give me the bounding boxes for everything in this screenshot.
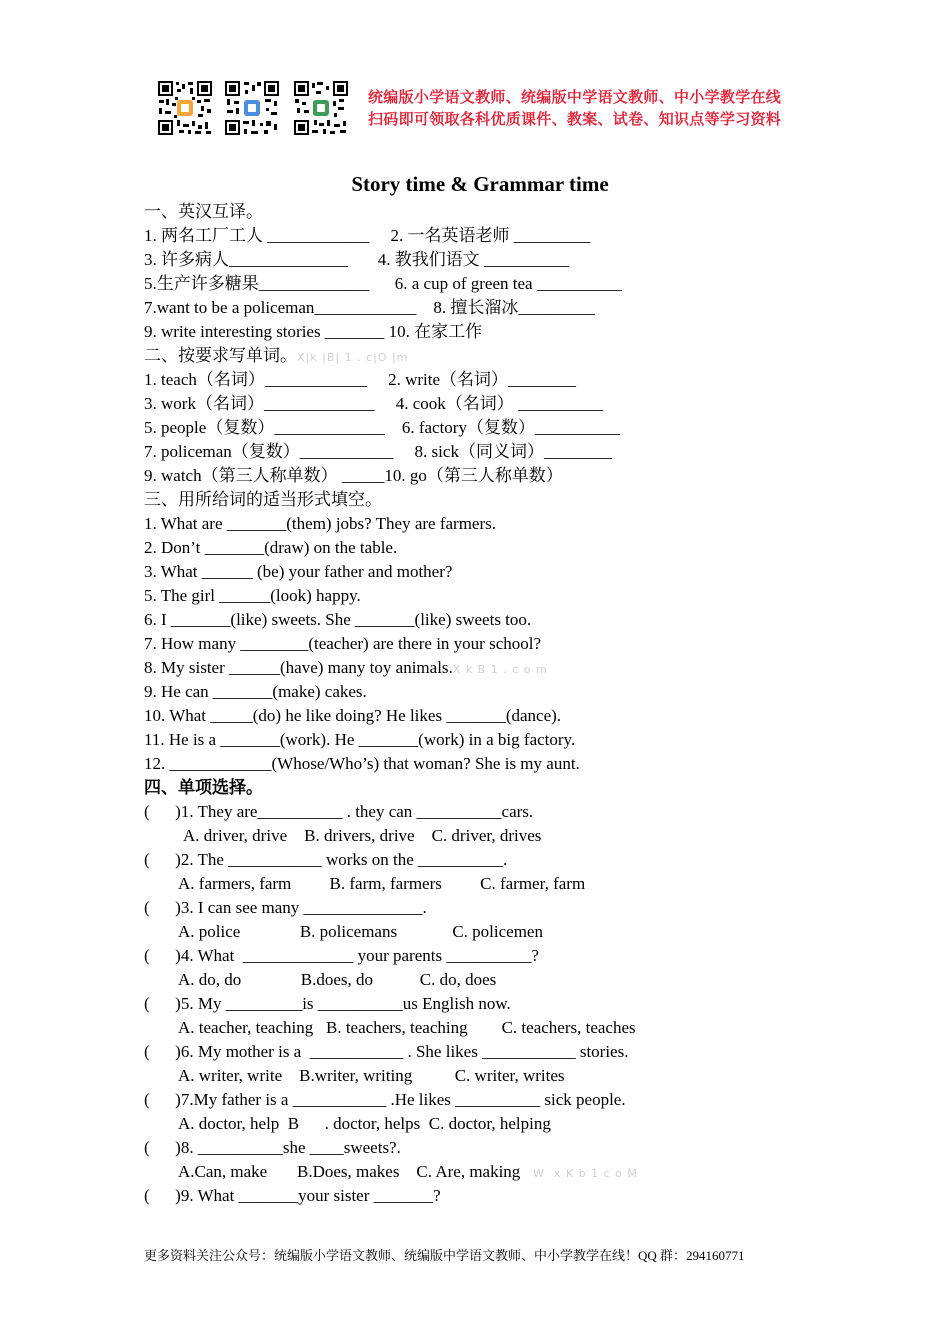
s3-line-8: 9. He can _______(make) cakes. — [144, 682, 367, 701]
qr-code-1 — [157, 80, 213, 136]
section4-heading: 四、单项选择。 — [144, 778, 263, 797]
s4-options-6: A. writer, write B.writer, writing C. writer, writes — [178, 1066, 565, 1085]
promo-line-1: 统编版小学语文教师、统编版中学语文教师、中小学教学在线 — [368, 88, 782, 106]
s4-question-8: ( )8. __________she ____sweets?. — [144, 1138, 401, 1157]
page-title: Story time & Grammar time — [351, 172, 609, 196]
s1-line-5: 9. write interesting stories _______ 10. 在家工作 — [144, 322, 483, 341]
s1-line-2: 3. 许多病人______________ 4. 教我们语文 __________ — [144, 250, 569, 269]
s4-options-8-row — [178, 1161, 638, 1185]
s4-options-7: A. doctor, help B . doctor, helps C. doctor, helping — [178, 1114, 551, 1133]
watermark-text: W x K b 1 c o M — [533, 1167, 638, 1180]
s3-line-7-row — [144, 657, 548, 681]
s4-options-5: A. teacher, teaching B. teachers, teaching C. teachers, teaches — [178, 1018, 636, 1037]
s3-line-5: 6. I _______(like) sweets. She _______(like) sweets too. — [144, 610, 532, 629]
s1-line-3: 5.生产许多糖果_____________ 6. a cup of green tea __________ — [144, 274, 622, 293]
s2-line-1: 1. teach（名词）____________ 2. write（名词）________ — [144, 370, 577, 389]
s1-line-1: 1. 两名工厂工人 ____________ 2. 一名英语老师 _________ — [144, 226, 591, 245]
watermark-text: X k B 1 . c o m — [452, 663, 548, 676]
s3-line-6: 7. How many ________(teacher) are there in your school? — [144, 634, 542, 653]
s3-line-4: 5. The girl ______(look) happy. — [144, 586, 361, 605]
s2-line-3: 5. people（复数）_____________ 6. factory（复数）__________ — [144, 418, 620, 437]
s4-question-5: ( )5. My _________is __________us English now. — [144, 994, 511, 1013]
s4-options-2: A. farmers, farm B. farm, farmers C. farmer, farm — [178, 874, 586, 893]
promo-line-2: 扫码即可领取各科优质课件、教案、试卷、知识点等学习资料 — [368, 110, 782, 128]
section3-heading: 三、用所给词的适当形式填空。 — [144, 490, 382, 509]
watermark-text: X|k |B| 1 . c|O |m — [297, 351, 409, 364]
section1-heading: 一、英汉互译。 — [144, 202, 263, 221]
s3-line-2: 2. Don’t _______(draw) on the table. — [144, 538, 398, 557]
s3-line-11: 12. ____________(Whose/Who’s) that woman? She is my aunt. — [144, 754, 580, 773]
qr-code-2 — [224, 80, 280, 136]
s4-question-4: ( )4. What _____________ your parents __________? — [144, 946, 539, 965]
s4-options-8: A.Can, make B.Does, makes C. Are, making — [178, 1162, 521, 1181]
s4-question-2: ( )2. The ___________ works on the __________. — [144, 850, 508, 869]
s4-question-6: ( )6. My mother is a ___________ . She likes ___________ stories. — [144, 1042, 629, 1061]
s2-line-5: 9. watch（第三人称单数） _____10. go（第三人称单数） — [144, 466, 563, 485]
s1-line-4: 7.want to be a policeman____________ 8. 擅长溜冰_________ — [144, 298, 595, 317]
s3-line-3: 3. What ______ (be) your father and mother? — [144, 562, 453, 581]
section2-heading-row — [144, 345, 408, 369]
s4-question-9: ( )9. What _______your sister _______? — [144, 1186, 441, 1205]
s4-question-1: ( )1. They are__________ . they can __________cars. — [144, 802, 534, 821]
s3-line-1: 1. What are _______(them) jobs? They are farmers. — [144, 514, 496, 533]
promo-text — [368, 86, 781, 130]
s2-line-2: 3. work（名词）_____________ 4. cook（名词） __________ — [144, 394, 603, 413]
qr-code-3 — [293, 80, 349, 136]
section2-heading: 二、按要求写单词。 — [144, 346, 297, 365]
footer-text: 更多资料关注公众号：统编版小学语文教师、统编版中学语文教师、中小学教学在线！QQ 群：294160771 — [144, 1248, 745, 1263]
s4-question-7: ( )7.My father is a ___________ .He likes __________ sick people. — [144, 1090, 626, 1109]
s3-line-7: 8. My sister ______(have) many toy animals. — [144, 658, 453, 677]
s4-options-3: A. police B. policemans C. policemen — [178, 922, 543, 941]
s4-options-1: A. driver, drive B. drivers, drive C. driver, drives — [183, 826, 542, 845]
s3-line-9: 10. What _____(do) he like doing? He likes _______(dance). — [144, 706, 562, 725]
s4-question-3: ( )3. I can see many ______________. — [144, 898, 427, 917]
s2-line-4: 7. policeman（复数）___________ 8. sick（同义词）________ — [144, 442, 612, 461]
s3-line-10: 11. He is a _______(work). He _______(work) in a big factory. — [144, 730, 576, 749]
s4-options-4: A. do, do B.does, do C. do, does — [178, 970, 497, 989]
